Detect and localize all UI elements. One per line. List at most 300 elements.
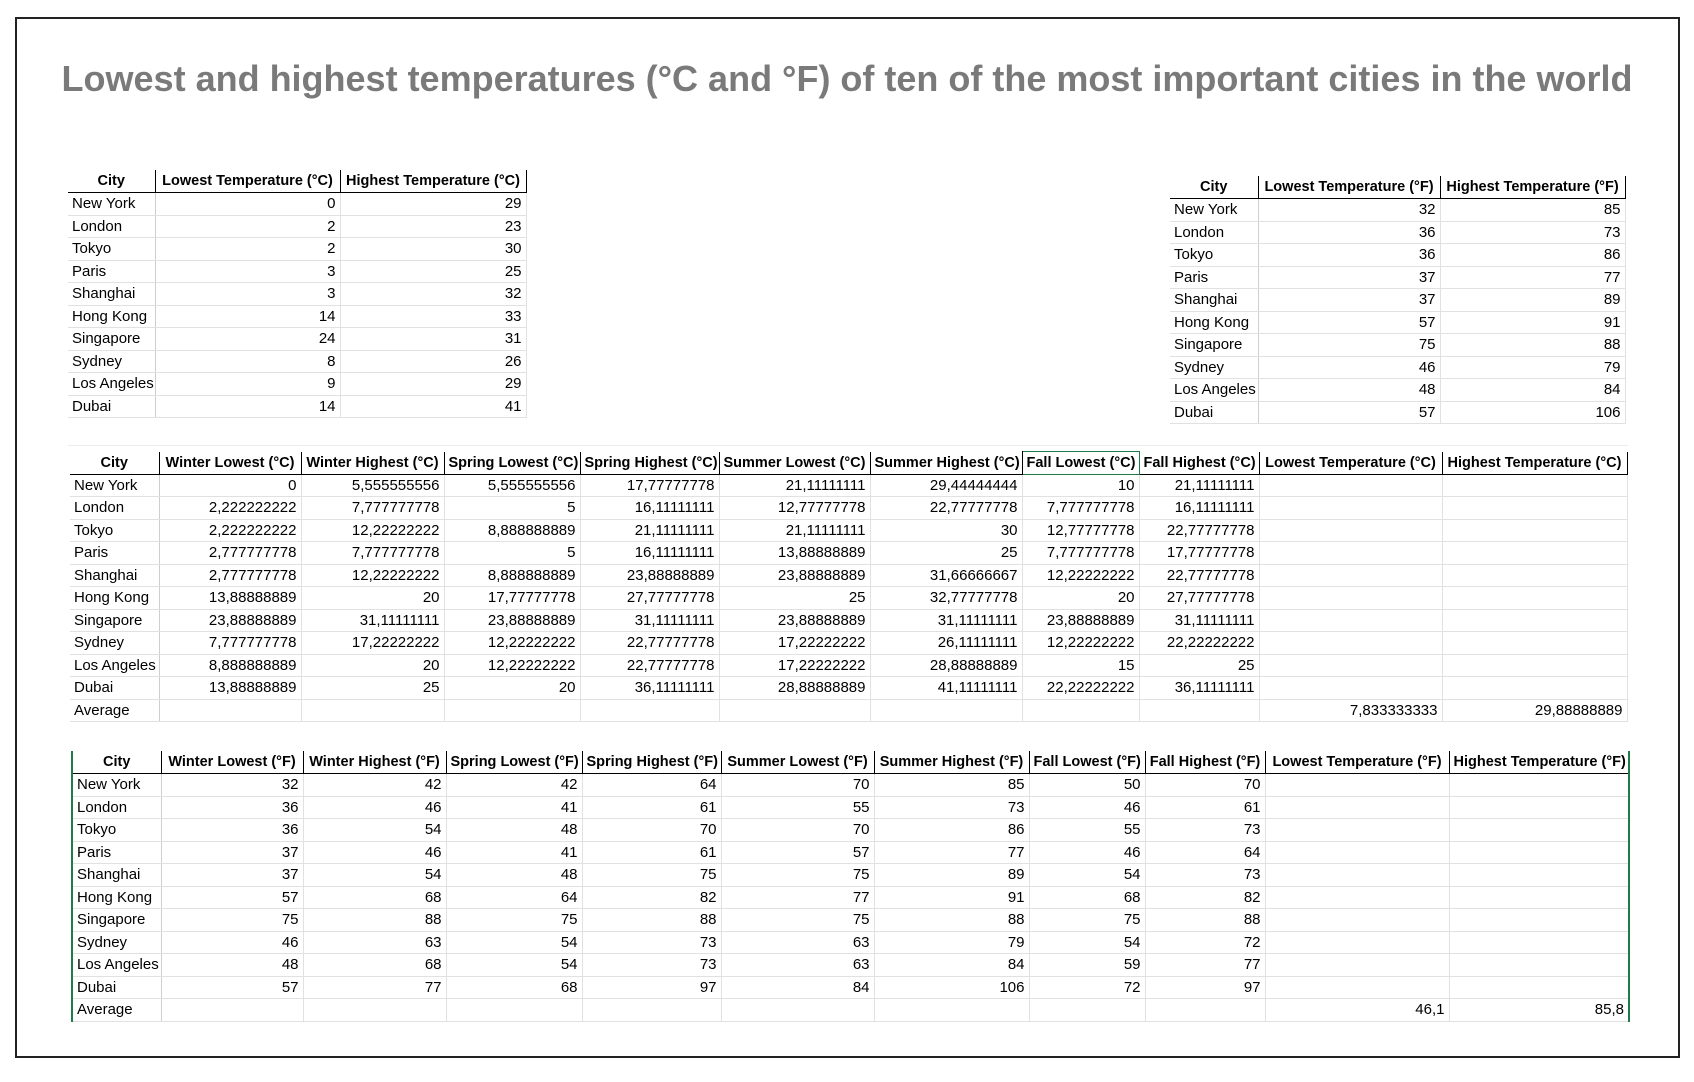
city-cell[interactable]: Paris: [72, 841, 161, 864]
value-cell[interactable]: 5: [444, 497, 580, 520]
value-cell[interactable]: 17,22222222: [719, 632, 870, 655]
value-cell[interactable]: 82: [1145, 886, 1265, 909]
value-cell[interactable]: 91: [1440, 311, 1625, 334]
value-cell[interactable]: 57: [1258, 401, 1440, 424]
value-cell[interactable]: 84: [721, 976, 874, 999]
value-cell[interactable]: 22,77777778: [580, 654, 719, 677]
city-cell[interactable]: Paris: [70, 542, 159, 565]
value-cell[interactable]: 59: [1029, 954, 1145, 977]
value-cell[interactable]: 79: [874, 931, 1029, 954]
value-cell[interactable]: 5: [444, 542, 580, 565]
value-cell[interactable]: 88: [1440, 334, 1625, 357]
value-cell[interactable]: 61: [582, 841, 721, 864]
value-cell[interactable]: 75: [582, 864, 721, 887]
value-cell[interactable]: 2,222222222: [159, 497, 301, 520]
value-cell[interactable]: 54: [303, 864, 446, 887]
value-cell[interactable]: 36: [1258, 221, 1440, 244]
column-header-city[interactable]: City: [70, 452, 159, 475]
value-cell[interactable]: 31,11111111: [580, 609, 719, 632]
value-cell[interactable]: [1265, 774, 1449, 797]
value-cell[interactable]: 63: [303, 931, 446, 954]
city-cell[interactable]: Hong Kong: [68, 305, 155, 328]
value-cell[interactable]: 73: [1145, 864, 1265, 887]
value-cell[interactable]: [1259, 632, 1442, 655]
value-cell[interactable]: 106: [1440, 401, 1625, 424]
value-cell[interactable]: 31,66666667: [870, 564, 1022, 587]
value-cell[interactable]: 91: [874, 886, 1029, 909]
value-cell[interactable]: 16,11111111: [580, 497, 719, 520]
city-cell[interactable]: Hong Kong: [72, 886, 161, 909]
value-cell[interactable]: 14: [155, 395, 340, 418]
value-cell[interactable]: [719, 699, 870, 722]
value-cell[interactable]: 85: [1440, 199, 1625, 222]
value-cell[interactable]: 64: [446, 886, 582, 909]
value-cell[interactable]: 3: [155, 260, 340, 283]
value-cell[interactable]: [1259, 677, 1442, 700]
value-cell[interactable]: 57: [161, 976, 303, 999]
value-cell[interactable]: 8: [155, 350, 340, 373]
value-cell[interactable]: 46,1: [1265, 999, 1449, 1022]
column-header[interactable]: Fall Lowest (°C): [1022, 452, 1139, 475]
value-cell[interactable]: 0: [159, 474, 301, 497]
column-header[interactable]: Winter Highest (°C): [301, 452, 444, 475]
value-cell[interactable]: 77: [874, 841, 1029, 864]
city-cell[interactable]: Tokyo: [68, 238, 155, 261]
value-cell[interactable]: 13,88888889: [159, 587, 301, 610]
city-cell[interactable]: London: [70, 497, 159, 520]
value-cell[interactable]: 16,11111111: [1139, 497, 1259, 520]
value-cell[interactable]: 68: [446, 976, 582, 999]
column-header[interactable]: Highest Temperature (°F): [1449, 751, 1629, 774]
value-cell[interactable]: 22,77777778: [870, 497, 1022, 520]
value-cell[interactable]: [1442, 587, 1627, 610]
column-header[interactable]: Highest Temperature (°F): [1440, 176, 1625, 199]
value-cell[interactable]: 7,833333333: [1259, 699, 1442, 722]
value-cell[interactable]: [1259, 474, 1442, 497]
value-cell[interactable]: 64: [1145, 841, 1265, 864]
city-cell[interactable]: Paris: [68, 260, 155, 283]
value-cell[interactable]: [1259, 609, 1442, 632]
value-cell[interactable]: [1449, 819, 1629, 842]
value-cell[interactable]: [1265, 954, 1449, 977]
value-cell[interactable]: 22,77777778: [580, 632, 719, 655]
value-cell[interactable]: 84: [874, 954, 1029, 977]
value-cell[interactable]: 7,777777778: [159, 632, 301, 655]
value-cell[interactable]: 14: [155, 305, 340, 328]
value-cell[interactable]: 73: [874, 796, 1029, 819]
value-cell[interactable]: [1265, 841, 1449, 864]
value-cell[interactable]: 31,11111111: [1139, 609, 1259, 632]
column-header[interactable]: Highest Temperature (°C): [1442, 452, 1627, 475]
value-cell[interactable]: 77: [303, 976, 446, 999]
column-header[interactable]: Lowest Temperature (°F): [1258, 176, 1440, 199]
value-cell[interactable]: 57: [161, 886, 303, 909]
value-cell[interactable]: 75: [721, 909, 874, 932]
city-cell[interactable]: Shanghai: [72, 864, 161, 887]
value-cell[interactable]: 86: [1440, 244, 1625, 267]
value-cell[interactable]: 77: [721, 886, 874, 909]
value-cell[interactable]: 57: [1258, 311, 1440, 334]
value-cell[interactable]: 72: [1029, 976, 1145, 999]
city-cell[interactable]: Dubai: [68, 395, 155, 418]
column-header[interactable]: Winter Highest (°F): [303, 751, 446, 774]
city-cell[interactable]: Singapore: [72, 909, 161, 932]
value-cell[interactable]: 32,77777778: [870, 587, 1022, 610]
value-cell[interactable]: [1029, 999, 1145, 1022]
value-cell[interactable]: [1265, 864, 1449, 887]
value-cell[interactable]: 70: [1145, 774, 1265, 797]
city-cell[interactable]: Hong Kong: [70, 587, 159, 610]
column-header[interactable]: Fall Highest (°C): [1139, 452, 1259, 475]
value-cell[interactable]: 8,888888889: [444, 519, 580, 542]
value-cell[interactable]: [1449, 774, 1629, 797]
value-cell[interactable]: [870, 699, 1022, 722]
value-cell[interactable]: 48: [1258, 379, 1440, 402]
column-header[interactable]: Spring Highest (°C): [580, 452, 719, 475]
value-cell[interactable]: 36,11111111: [580, 677, 719, 700]
value-cell[interactable]: 54: [1029, 864, 1145, 887]
value-cell[interactable]: [1449, 796, 1629, 819]
value-cell[interactable]: 37: [1258, 266, 1440, 289]
column-header[interactable]: Spring Highest (°F): [582, 751, 721, 774]
city-cell[interactable]: Sydney: [68, 350, 155, 373]
city-cell[interactable]: London: [68, 215, 155, 238]
value-cell[interactable]: [159, 699, 301, 722]
value-cell[interactable]: 27,77777778: [1139, 587, 1259, 610]
value-cell[interactable]: [1259, 654, 1442, 677]
value-cell[interactable]: 70: [721, 819, 874, 842]
value-cell[interactable]: 88: [303, 909, 446, 932]
city-cell[interactable]: London: [1170, 221, 1258, 244]
value-cell[interactable]: [1265, 886, 1449, 909]
value-cell[interactable]: 88: [874, 909, 1029, 932]
value-cell[interactable]: 8,888888889: [444, 564, 580, 587]
city-cell[interactable]: Shanghai: [1170, 289, 1258, 312]
value-cell[interactable]: 21,11111111: [719, 474, 870, 497]
city-cell[interactable]: Shanghai: [68, 283, 155, 306]
city-cell[interactable]: Average: [70, 699, 159, 722]
value-cell[interactable]: 21,11111111: [1139, 474, 1259, 497]
value-cell[interactable]: 88: [1145, 909, 1265, 932]
city-cell[interactable]: New York: [68, 193, 155, 216]
value-cell[interactable]: 54: [303, 819, 446, 842]
value-cell[interactable]: 7,777777778: [1022, 542, 1139, 565]
value-cell[interactable]: [301, 699, 444, 722]
value-cell[interactable]: 73: [1145, 819, 1265, 842]
column-header[interactable]: Summer Lowest (°F): [721, 751, 874, 774]
value-cell[interactable]: 82: [582, 886, 721, 909]
value-cell[interactable]: 30: [340, 238, 526, 261]
value-cell[interactable]: 55: [721, 796, 874, 819]
value-cell[interactable]: [1442, 654, 1627, 677]
column-header[interactable]: Fall Lowest (°F): [1029, 751, 1145, 774]
value-cell[interactable]: 77: [1440, 266, 1625, 289]
value-cell[interactable]: [1265, 931, 1449, 954]
value-cell[interactable]: 54: [446, 954, 582, 977]
value-cell[interactable]: 12,22222222: [444, 654, 580, 677]
city-cell[interactable]: Los Angeles: [70, 654, 159, 677]
value-cell[interactable]: 17,22222222: [719, 654, 870, 677]
value-cell[interactable]: 48: [446, 864, 582, 887]
value-cell[interactable]: 79: [1440, 356, 1625, 379]
value-cell[interactable]: 23,88888889: [159, 609, 301, 632]
value-cell[interactable]: 30: [870, 519, 1022, 542]
value-cell[interactable]: 2,222222222: [159, 519, 301, 542]
value-cell[interactable]: 88: [582, 909, 721, 932]
value-cell[interactable]: 97: [582, 976, 721, 999]
value-cell[interactable]: [1259, 497, 1442, 520]
value-cell[interactable]: 75: [1258, 334, 1440, 357]
city-cell[interactable]: Sydney: [70, 632, 159, 655]
value-cell[interactable]: 63: [721, 931, 874, 954]
city-cell[interactable]: New York: [72, 774, 161, 797]
value-cell[interactable]: 21,11111111: [580, 519, 719, 542]
value-cell[interactable]: [1442, 564, 1627, 587]
column-header[interactable]: Lowest Temperature (°F): [1265, 751, 1449, 774]
value-cell[interactable]: 12,22222222: [301, 564, 444, 587]
value-cell[interactable]: [1442, 632, 1627, 655]
value-cell[interactable]: 106: [874, 976, 1029, 999]
value-cell[interactable]: 97: [1145, 976, 1265, 999]
value-cell[interactable]: [1265, 819, 1449, 842]
value-cell[interactable]: [1265, 796, 1449, 819]
value-cell[interactable]: [161, 999, 303, 1022]
city-cell[interactable]: Shanghai: [70, 564, 159, 587]
value-cell[interactable]: 17,77777778: [1139, 542, 1259, 565]
value-cell[interactable]: 50: [1029, 774, 1145, 797]
value-cell[interactable]: [1265, 976, 1449, 999]
city-cell[interactable]: Dubai: [1170, 401, 1258, 424]
value-cell[interactable]: [1259, 519, 1442, 542]
city-cell[interactable]: Sydney: [1170, 356, 1258, 379]
city-cell[interactable]: New York: [70, 474, 159, 497]
value-cell[interactable]: 22,22222222: [1022, 677, 1139, 700]
value-cell[interactable]: 42: [303, 774, 446, 797]
value-cell[interactable]: 21,11111111: [719, 519, 870, 542]
column-header[interactable]: Winter Lowest (°F): [161, 751, 303, 774]
value-cell[interactable]: 29: [340, 373, 526, 396]
value-cell[interactable]: 57: [721, 841, 874, 864]
value-cell[interactable]: [1259, 587, 1442, 610]
column-header[interactable]: Lowest Temperature (°C): [155, 170, 340, 193]
value-cell[interactable]: 22,22222222: [1139, 632, 1259, 655]
value-cell[interactable]: [446, 999, 582, 1022]
value-cell[interactable]: 26: [340, 350, 526, 373]
value-cell[interactable]: 32: [340, 283, 526, 306]
value-cell[interactable]: 2: [155, 238, 340, 261]
value-cell[interactable]: 20: [301, 654, 444, 677]
city-cell[interactable]: Average: [72, 999, 161, 1022]
value-cell[interactable]: 8,888888889: [159, 654, 301, 677]
value-cell[interactable]: [582, 999, 721, 1022]
value-cell[interactable]: [1145, 999, 1265, 1022]
value-cell[interactable]: 64: [582, 774, 721, 797]
value-cell[interactable]: 23,88888889: [719, 564, 870, 587]
value-cell[interactable]: 23,88888889: [580, 564, 719, 587]
value-cell[interactable]: 29,88888889: [1442, 699, 1627, 722]
value-cell[interactable]: 27,77777778: [580, 587, 719, 610]
column-header[interactable]: Spring Lowest (°F): [446, 751, 582, 774]
value-cell[interactable]: [874, 999, 1029, 1022]
city-cell[interactable]: Hong Kong: [1170, 311, 1258, 334]
value-cell[interactable]: 84: [1440, 379, 1625, 402]
value-cell[interactable]: 29,44444444: [870, 474, 1022, 497]
value-cell[interactable]: 73: [1440, 221, 1625, 244]
value-cell[interactable]: 46: [1258, 356, 1440, 379]
value-cell[interactable]: 12,22222222: [1022, 564, 1139, 587]
value-cell[interactable]: [1259, 542, 1442, 565]
column-header-city[interactable]: City: [1170, 176, 1258, 199]
value-cell[interactable]: 29: [340, 193, 526, 216]
column-header[interactable]: Lowest Temperature (°C): [1259, 452, 1442, 475]
value-cell[interactable]: 89: [1440, 289, 1625, 312]
value-cell[interactable]: 41: [446, 841, 582, 864]
column-header[interactable]: Summer Highest (°F): [874, 751, 1029, 774]
value-cell[interactable]: [1449, 954, 1629, 977]
value-cell[interactable]: 37: [1258, 289, 1440, 312]
value-cell[interactable]: 89: [874, 864, 1029, 887]
city-cell[interactable]: Tokyo: [70, 519, 159, 542]
value-cell[interactable]: 2,777777778: [159, 564, 301, 587]
value-cell[interactable]: 54: [1029, 931, 1145, 954]
value-cell[interactable]: 85: [874, 774, 1029, 797]
value-cell[interactable]: 63: [721, 954, 874, 977]
value-cell[interactable]: 31,11111111: [301, 609, 444, 632]
value-cell[interactable]: 41,11111111: [870, 677, 1022, 700]
value-cell[interactable]: 28,88888889: [870, 654, 1022, 677]
city-cell[interactable]: Singapore: [1170, 334, 1258, 357]
column-header[interactable]: Summer Highest (°C): [870, 452, 1022, 475]
value-cell[interactable]: [721, 999, 874, 1022]
value-cell[interactable]: [1449, 886, 1629, 909]
city-cell[interactable]: London: [72, 796, 161, 819]
value-cell[interactable]: 70: [721, 774, 874, 797]
value-cell[interactable]: 41: [446, 796, 582, 819]
value-cell[interactable]: 48: [446, 819, 582, 842]
value-cell[interactable]: 86: [874, 819, 1029, 842]
value-cell[interactable]: 23,88888889: [1022, 609, 1139, 632]
value-cell[interactable]: 46: [1029, 841, 1145, 864]
value-cell[interactable]: 25: [719, 587, 870, 610]
value-cell[interactable]: 31,11111111: [870, 609, 1022, 632]
column-header[interactable]: Winter Lowest (°C): [159, 452, 301, 475]
value-cell[interactable]: [444, 699, 580, 722]
value-cell[interactable]: 32: [1258, 199, 1440, 222]
value-cell[interactable]: 17,77777778: [580, 474, 719, 497]
value-cell[interactable]: 68: [303, 954, 446, 977]
value-cell[interactable]: 37: [161, 864, 303, 887]
value-cell[interactable]: 68: [303, 886, 446, 909]
value-cell[interactable]: 37: [161, 841, 303, 864]
city-cell[interactable]: Sydney: [72, 931, 161, 954]
value-cell[interactable]: [1442, 609, 1627, 632]
value-cell[interactable]: [1449, 909, 1629, 932]
value-cell[interactable]: 55: [1029, 819, 1145, 842]
value-cell[interactable]: [1449, 864, 1629, 887]
value-cell[interactable]: 75: [1029, 909, 1145, 932]
value-cell[interactable]: [1442, 519, 1627, 542]
value-cell[interactable]: 75: [721, 864, 874, 887]
value-cell[interactable]: 85,8: [1449, 999, 1629, 1022]
value-cell[interactable]: 23: [340, 215, 526, 238]
value-cell[interactable]: 42: [446, 774, 582, 797]
value-cell[interactable]: 46: [1029, 796, 1145, 819]
city-cell[interactable]: New York: [1170, 199, 1258, 222]
city-cell[interactable]: Dubai: [70, 677, 159, 700]
value-cell[interactable]: 22,77777778: [1139, 519, 1259, 542]
value-cell[interactable]: 2: [155, 215, 340, 238]
value-cell[interactable]: 7,777777778: [301, 542, 444, 565]
city-cell[interactable]: Los Angeles: [1170, 379, 1258, 402]
value-cell[interactable]: 12,22222222: [1022, 632, 1139, 655]
value-cell[interactable]: 26,11111111: [870, 632, 1022, 655]
value-cell[interactable]: 77: [1145, 954, 1265, 977]
value-cell[interactable]: 48: [161, 954, 303, 977]
value-cell[interactable]: [580, 699, 719, 722]
value-cell[interactable]: 32: [161, 774, 303, 797]
value-cell[interactable]: 46: [303, 841, 446, 864]
value-cell[interactable]: [1259, 564, 1442, 587]
value-cell[interactable]: 5,555555556: [444, 474, 580, 497]
value-cell[interactable]: 36: [161, 796, 303, 819]
value-cell[interactable]: 22,77777778: [1139, 564, 1259, 587]
value-cell[interactable]: [1022, 699, 1139, 722]
value-cell[interactable]: 17,77777778: [444, 587, 580, 610]
value-cell[interactable]: 15: [1022, 654, 1139, 677]
value-cell[interactable]: 16,11111111: [580, 542, 719, 565]
city-cell[interactable]: Los Angeles: [72, 954, 161, 977]
value-cell[interactable]: 23,88888889: [444, 609, 580, 632]
value-cell[interactable]: 23,88888889: [719, 609, 870, 632]
value-cell[interactable]: 9: [155, 373, 340, 396]
value-cell[interactable]: 24: [155, 328, 340, 351]
value-cell[interactable]: [1442, 542, 1627, 565]
value-cell[interactable]: 46: [161, 931, 303, 954]
value-cell[interactable]: 13,88888889: [159, 677, 301, 700]
city-cell[interactable]: Singapore: [68, 328, 155, 351]
value-cell[interactable]: 20: [1022, 587, 1139, 610]
value-cell[interactable]: [1442, 497, 1627, 520]
value-cell[interactable]: 41: [340, 395, 526, 418]
value-cell[interactable]: [1449, 976, 1629, 999]
value-cell[interactable]: 20: [444, 677, 580, 700]
value-cell[interactable]: 73: [582, 931, 721, 954]
column-header-city[interactable]: City: [68, 170, 155, 193]
value-cell[interactable]: 13,88888889: [719, 542, 870, 565]
city-cell[interactable]: Tokyo: [1170, 244, 1258, 267]
column-header[interactable]: Highest Temperature (°C): [340, 170, 526, 193]
value-cell[interactable]: 68: [1029, 886, 1145, 909]
value-cell[interactable]: 46: [303, 796, 446, 819]
value-cell[interactable]: 3: [155, 283, 340, 306]
value-cell[interactable]: 5,555555556: [301, 474, 444, 497]
value-cell[interactable]: 12,22222222: [301, 519, 444, 542]
city-cell[interactable]: Los Angeles: [68, 373, 155, 396]
value-cell[interactable]: 12,22222222: [444, 632, 580, 655]
value-cell[interactable]: [1139, 699, 1259, 722]
value-cell[interactable]: [1442, 474, 1627, 497]
value-cell[interactable]: 17,22222222: [301, 632, 444, 655]
value-cell[interactable]: 2,777777778: [159, 542, 301, 565]
value-cell[interactable]: 61: [582, 796, 721, 819]
value-cell[interactable]: 54: [446, 931, 582, 954]
value-cell[interactable]: [1442, 677, 1627, 700]
value-cell[interactable]: 36: [1258, 244, 1440, 267]
value-cell[interactable]: 20: [301, 587, 444, 610]
column-header-city[interactable]: City: [72, 751, 161, 774]
value-cell[interactable]: 31: [340, 328, 526, 351]
value-cell[interactable]: 73: [582, 954, 721, 977]
